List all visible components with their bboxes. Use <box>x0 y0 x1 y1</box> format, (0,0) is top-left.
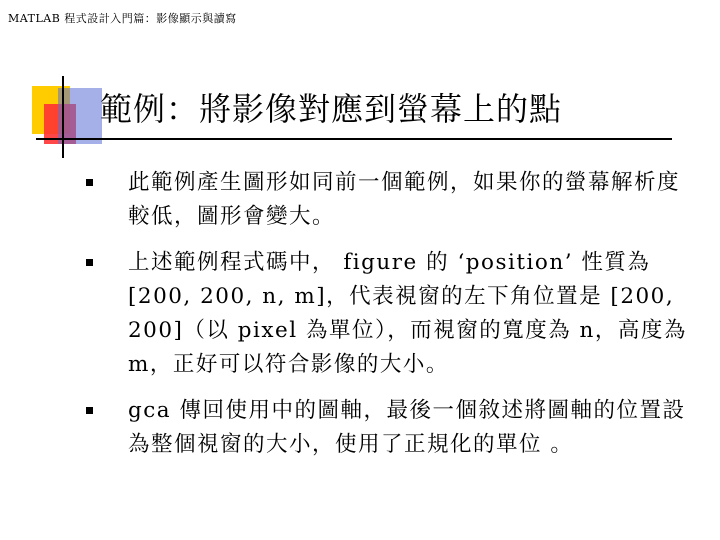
bullet-marker-icon <box>86 179 93 186</box>
bullet-text-1: 此範例產生圖形如同前一個範例，如果你的螢幕解析度較低，圖形會變大。 <box>128 170 681 229</box>
bullet-text-3: gca 傳回使用中的圖軸，最後一個敘述將圖軸的位置設為整個視窗的大小，使用了正規化的單位 。 <box>128 398 686 457</box>
bullet-item-2 <box>82 246 692 382</box>
bullet-item-1 <box>82 166 692 234</box>
decorative-vertical-line <box>62 76 64 158</box>
slide-title: 範例：將影像對應到螢幕上的點 <box>100 90 563 128</box>
title-underline <box>36 138 672 140</box>
decorative-blue-square <box>58 88 102 144</box>
bullet-item-3 <box>82 394 692 462</box>
bullet-list <box>82 166 692 474</box>
bullet-marker-icon <box>86 407 93 414</box>
running-header: MATLAB 程式設計入門篇：影像顯示與讀寫 <box>8 12 237 25</box>
bullet-marker-icon <box>86 259 93 266</box>
bullet-text-2: 上述範例程式碼中， figure 的 ‘position’ 性質為 [200, 200, n, m]，代表視窗的左下角位置是 [200, 200]（以 pixel 為單位），而視窗的寬度為 n，高度為 m，正好可以符合影像的大小。 <box>128 250 687 377</box>
